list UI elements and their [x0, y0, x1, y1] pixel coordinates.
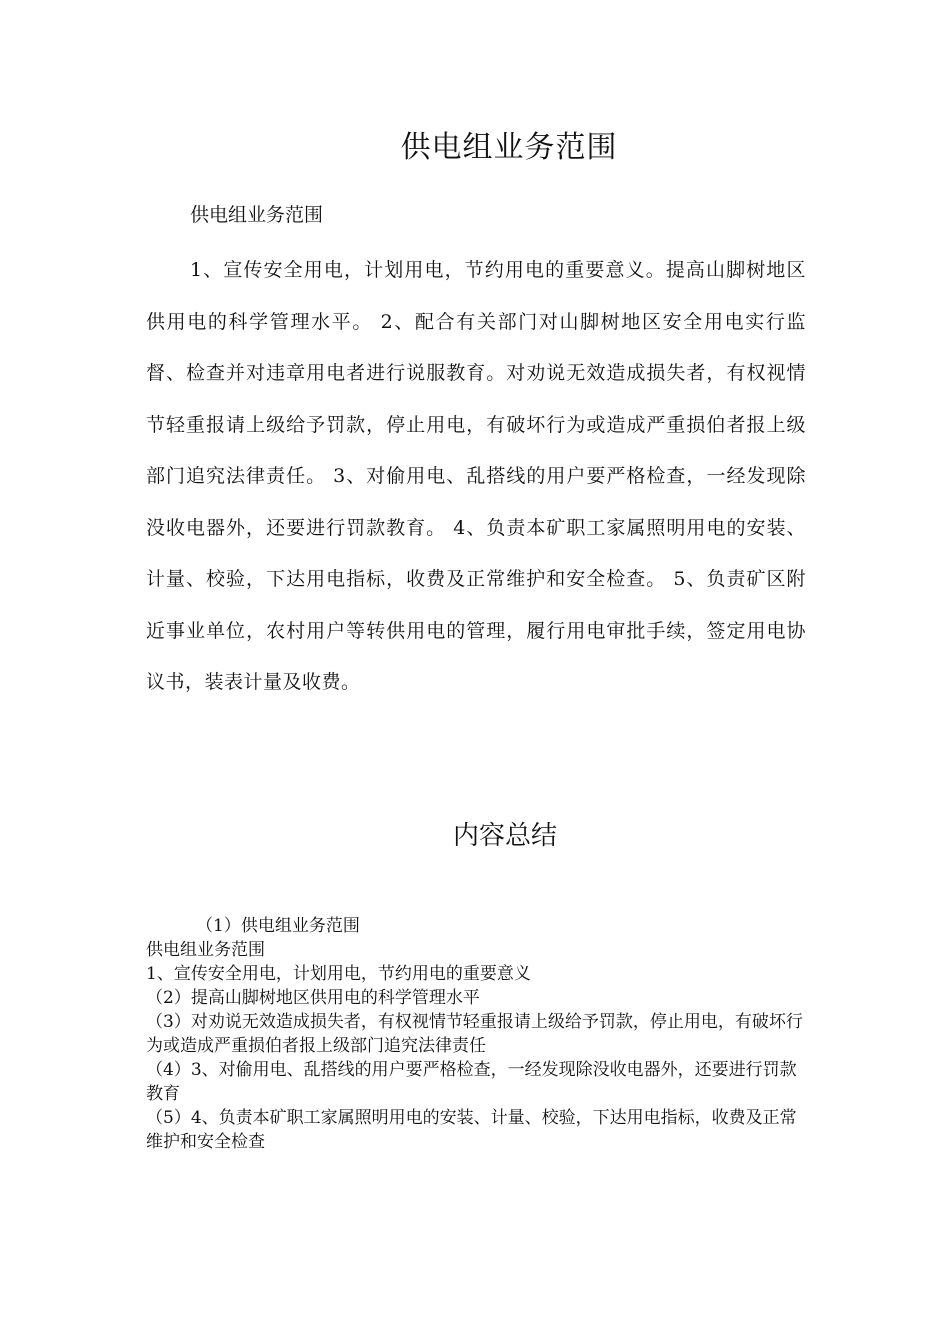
section-subheading: 供电组业务范围: [190, 204, 324, 226]
document-title: 供电组业务范围: [400, 130, 618, 165]
summary-line: （5）4、负责本矿职工家属照明用电的安装、计量、校验，下达用电指标，收费及正常维护和安全检查: [146, 1108, 797, 1152]
summary-block: [146, 914, 806, 1154]
summary-line: （2）提高山脚树地区供用电的科学管理水平: [146, 988, 480, 1008]
summary-line: 1、宣传安全用电，计划用电，节约用电的重要意义: [146, 964, 531, 984]
summary-line: （4）3、对偷用电、乱搭线的用户要严格检查，一经发现除没收电器外，还要进行罚款教育: [146, 1060, 797, 1104]
summary-line: 供电组业务范围: [146, 940, 265, 960]
summary-line: （1）供电组业务范围: [196, 916, 360, 936]
summary-title: 内容总结: [452, 821, 557, 851]
body-paragraph: 1、宣传安全用电，计划用电，节约用电的重要意义。提高山脚树地区供用电的科学管理水平。 2、配合有关部门对山脚树地区安全用电实行监督、检查并对违章用电者进行说服教育。对劝说无效造成损失者，有权视情节轻重报请上级给予罚款，停止用电，有破坏行为或造成严重损伯者报上级部门追究法律责任。 3、对偷用电、乱搭线的用户要严格检查，一经发现除没收电器外，还要进行罚款教育。 4、负责本矿职工家属照明用电的安装、计量、校验，下达用电指标，收费及正常维护和安全检查。 5、负责矿区附近事业单位，农村用户等转供用电的管理，履行用电审批手续，签定用电协议书，装表计量及收费。: [146, 259, 806, 693]
summary-line: （3）对劝说无效造成损失者，有权视情节轻重报请上级给予罚款，停止用电，有破坏行为或造成严重损伯者报上级部门追究法律责任: [146, 1012, 803, 1056]
